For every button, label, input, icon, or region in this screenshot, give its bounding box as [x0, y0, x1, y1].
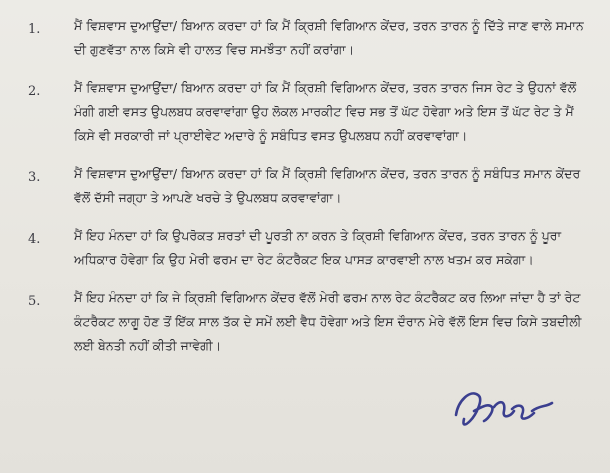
clause-text: ਮੈਂ ਵਿਸ਼ਵਾਸ ਦੁਆਉਂਦਾ/ ਬਿਆਨ ਕਰਦਾ ਹਾਂ ਕਿ ਮੈਂ ਕ੍ਰਿਸ਼ੀ ਵਿਗਿਆਨ ਕੇਂਦਰ, ਤਰਨ ਤਾਰਨ ਨੂੰ ਦਿੱਤੇ ਜਾਣ ਵਾਲੇ ਸਮਾਨ ਦੀ ਗੁਣਵੱਤਾ ਨਾਲ ਕਿਸੇ ਵੀ ਹਾਲਤ ਵਿਚ ਸਮਝੌਤਾ ਨਹੀਂ ਕਰਾਂਗਾ। [74, 18, 584, 57]
clause-text: ਮੈਂ ਇਹ ਮੰਨਦਾ ਹਾਂ ਕਿ ਜੇ ਕ੍ਰਿਸ਼ੀ ਵਿਗਿਆਨ ਕੇਂਦਰ ਵੱਲੋਂ ਮੇਰੀ ਫਰਮ ਨਾਲ ਰੇਟ ਕੰਟਰੈਕਟ ਕਰ ਲਿਆ ਜਾਂਦਾ ਹੈ ਤਾਂ ਰੇਟ ਕੰਟਰੈਕਟ ਲਾਗੂ ਹੋਣ ਤੋਂ ਇੱਕ ਸਾਲ ਤੱਕ ਦੇ ਸਮੇਂ ਲਈ ਵੈਧ ਹੋਵੇਗਾ ਅਤੇ ਇਸ ਦੌਰਾਨ ਮੇਰੇ ਵੱਲੋਂ ਇਸ ਵਿਚ ਕਿਸੇ ਤਬਦੀਲੀ ਲਈ ਬੇਨਤੀ ਨਹੀਂ ਕੀਤੀ ਜਾਵੇਗੀ। [74, 290, 582, 353]
clause-number: 2. [28, 84, 41, 99]
signature-icon [448, 381, 566, 443]
clause-number: 3. [28, 170, 41, 185]
clause-4 [28, 224, 592, 272]
clause-number: 1. [28, 22, 41, 37]
clause-3 [28, 162, 592, 210]
clause-2 [28, 76, 592, 148]
clause-text: ਮੈਂ ਇਹ ਮੰਨਦਾ ਹਾਂ ਕਿ ਉਪਰੋਕਤ ਸ਼ਰਤਾਂ ਦੀ ਪੂਰਤੀ ਨਾ ਕਰਨ ਤੇ ਕ੍ਰਿਸ਼ੀ ਵਿਗਿਆਨ ਕੇਂਦਰ, ਤਰਨ ਤਾਰਨ ਨੂੰ ਪੂਰਾ ਅਧਿਕਾਰ ਹੋਵੇਗਾ ਕਿ ਉਹ ਮੇਰੀ ਫਰਮ ਦਾ ਰੇਟ ਕੰਟਰੈਕਟ ਇਕ ਪਾਸੜ ਕਾਰਵਾਈ ਨਾਲ ਖਤਮ ਕਰ ਸਕੇਗਾ। [74, 228, 562, 267]
clause-number: 5. [28, 294, 41, 309]
clause-text: ਮੈਂ ਵਿਸ਼ਵਾਸ ਦੁਆਉਂਦਾ/ ਬਿਆਨ ਕਰਦਾ ਹਾਂ ਕਿ ਮੈਂ ਕ੍ਰਿਸ਼ੀ ਵਿਗਿਆਨ ਕੇਂਦਰ, ਤਰਨ ਤਾਰਨ ਜਿਸ ਰੇਟ ਤੇ ਉਹਨਾਂ ਵੱਲੋਂ ਮੰਗੀ ਗਈ ਵਸਤ ਉਪਲਬਧ ਕਰਵਾਵਾਂਗਾ ਉਹ ਲੋਕਲ ਮਾਰਕੀਟ ਵਿਚ ਸਭ ਤੋਂ ਘੱਟ ਹੋਵੇਗਾ ਅਤੇ ਇਸ ਤੋਂ ਘੱਟ ਰੇਟ ਤੇ ਮੈਂ ਕਿਸੇ ਵੀ ਸਰਕਾਰੀ ਜਾਂ ਪ੍ਰਾਈਵੇਟ ਅਦਾਰੇ ਨੂੰ ਸਬੰਧਿਤ ਵਸਤ ਉਪਲਬਧ ਨਹੀਂ ਕਰਵਾਵਾਂਗਾ। [74, 80, 577, 143]
clause-text: ਮੈਂ ਵਿਸ਼ਵਾਸ ਦੁਆਉਂਦਾ/ ਬਿਆਨ ਕਰਦਾ ਹਾਂ ਕਿ ਮੈਂ ਕ੍ਰਿਸ਼ੀ ਵਿਗਿਆਨ ਕੇਂਦਰ, ਤਰਨ ਤਾਰਨ ਨੂੰ ਸਬੰਧਿਤ ਸਮਾਨ ਕੇਂਦਰ ਵੱਲੋਂ ਦੱਸੀ ਜਗ੍ਹਾ ਤੇ ਆਪਣੇ ਖਰਚੇ ਤੇ ਉਪਲਬਧ ਕਰਵਾਵਾਂਗਾ। [74, 166, 581, 205]
clause-number: 4. [28, 232, 41, 247]
clause-1 [28, 14, 592, 62]
clause-5 [28, 286, 592, 358]
